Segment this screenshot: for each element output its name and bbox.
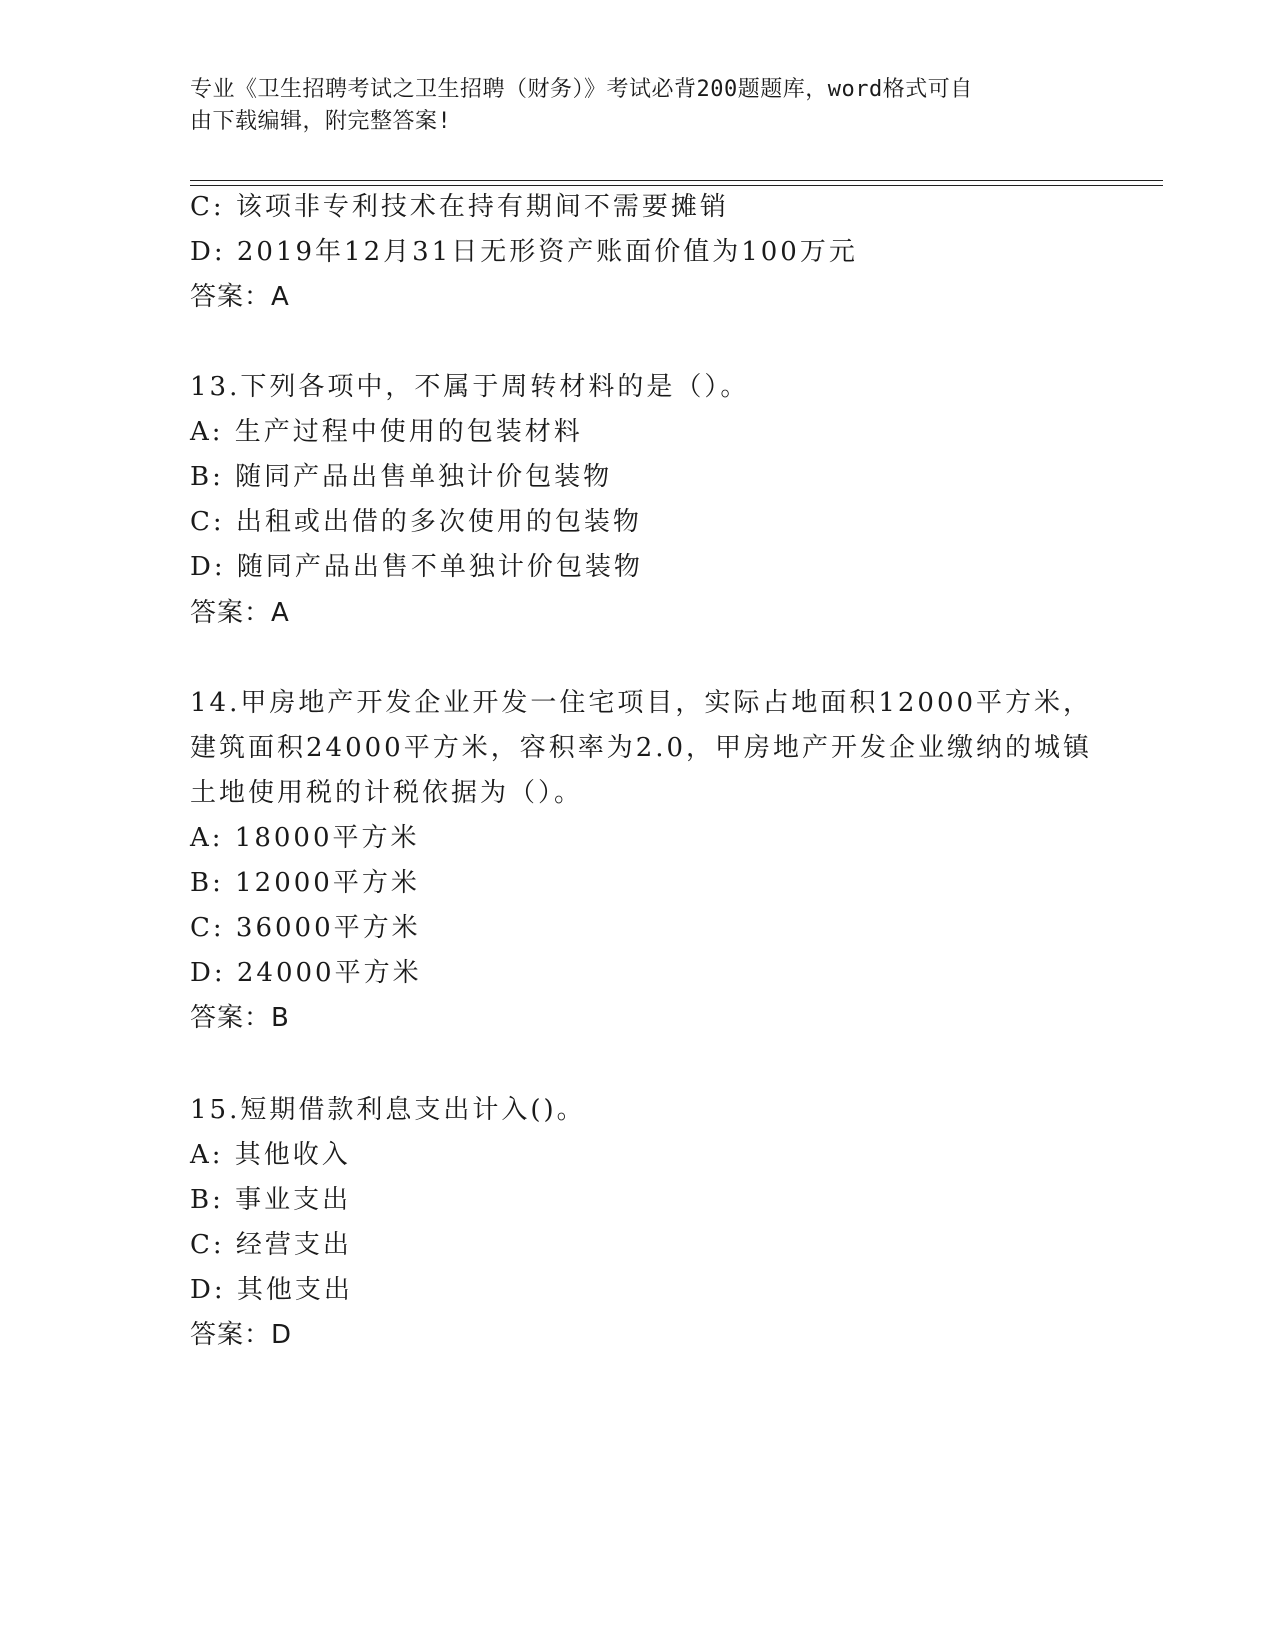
q15-stem: 15.短期借款利息支出计入()。: [190, 1095, 586, 1125]
header-line-1: 专业《卫生招聘考试之卫生招聘（财务）》考试必背200题题库，word格式可自: [190, 77, 973, 102]
q14-stem-line-1: 14.甲房地产开发企业开发一住宅项目，实际占地面积12000平方米，: [190, 688, 1093, 718]
q14-option-d: D: 24000平方米: [190, 958, 422, 988]
q15-option-d: D: 其他支出: [190, 1275, 353, 1305]
header-line-2: 由下载编辑，附完整答案!: [190, 109, 452, 134]
q13-option-a: A: 生产过程中使用的包装材料: [190, 417, 583, 447]
document-header: [190, 74, 1090, 138]
header-divider-bottom: [190, 185, 1163, 186]
q12-answer: 答案：A: [190, 282, 290, 312]
q14-stem-line-3: 土地使用税的计税依据为（）。: [190, 778, 584, 808]
q13-answer: 答案：A: [190, 598, 290, 628]
q13-option-d: D: 随同产品出售不单独计价包装物: [190, 552, 643, 582]
q14-option-a: A: 18000平方米: [190, 823, 420, 853]
q14-option-c: C: 36000平方米: [190, 913, 421, 943]
q13-stem: 13.下列各项中，不属于周转材料的是（）。: [190, 372, 750, 402]
q15-option-b: B: 事业支出: [190, 1185, 352, 1215]
q14-option-b: B: 12000平方米: [190, 868, 420, 898]
q13-option-c: C: 出租或出借的多次使用的包装物: [190, 507, 642, 537]
q12-option-c: C: 该项非专利技术在持有期间不需要摊销: [190, 192, 729, 222]
header-divider-top: [190, 180, 1163, 181]
q13-option-b: B: 随同产品出售单独计价包装物: [190, 462, 613, 492]
q14-stem-line-2: 建筑面积24000平方米，容积率为2.0，甲房地产开发企业缴纳的城镇: [190, 733, 1093, 763]
q14-answer: 答案：B: [190, 1003, 290, 1033]
q15-option-c: C: 经营支出: [190, 1230, 352, 1260]
q15-option-a: A: 其他收入: [190, 1140, 351, 1170]
q15-answer: 答案：D: [190, 1320, 293, 1350]
q12-option-d: D: 2019年12月31日无形资产账面价值为100万元: [190, 237, 858, 267]
